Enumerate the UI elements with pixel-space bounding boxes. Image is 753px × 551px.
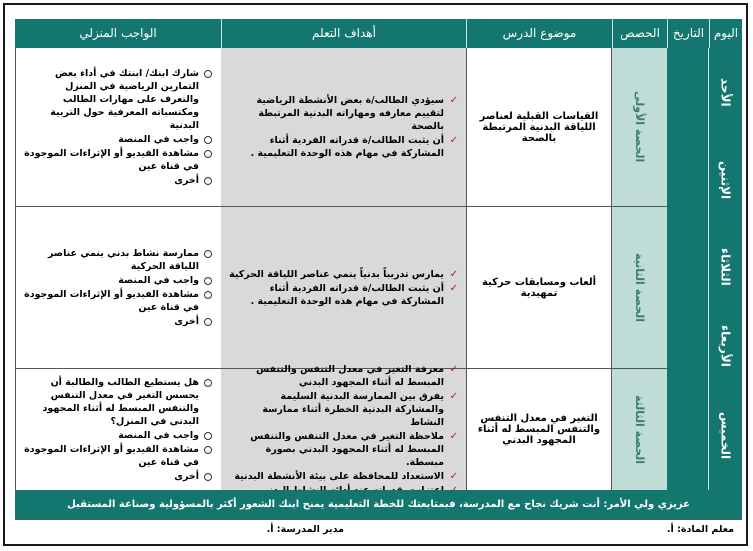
- homework-item: مشاهدة الفيديو أو الإثراءات الموجودة في قناة عين: [24, 147, 213, 173]
- homework-item: مشاهدة الفيديو أو الإثراءات الموجودة في قناة عين: [24, 288, 213, 314]
- goal-item: ✓ ملاحظة التغير في معدل التنفس والتنفس المبسط له أثناء المجهود البدني بصورة مبسطة.: [229, 430, 458, 469]
- parent-message: عزيزي ولي الأمر: أنت شريك نجاح مع المدرسة، فبمتابعتك للخطة التعليمية يمنح ابنك الشعور أكثر بالمسؤولية وصناعة المستقبل: [15, 490, 742, 519]
- header-session: الحصص: [612, 19, 667, 48]
- session-1-label: الحصة الأولى: [612, 48, 667, 207]
- homework-item: أخرى: [24, 470, 213, 483]
- session-1-homework: [15, 48, 221, 206]
- homework-item: شارك ابنك/ ابنتك في أداء بعض التمارين الرياضية في المنزل والتعرف على مهارات الطالب ومكتسباته المعرفية حول التربية البدنية: [24, 67, 213, 132]
- homework-item: واجب في المنصة: [24, 274, 213, 287]
- signature-row: [15, 519, 742, 542]
- homework-item: أخرى: [24, 315, 213, 328]
- session-2-homework: [15, 207, 221, 368]
- goal-item: ✓ أن يثبت الطالب/ة قدراته الفردية أثناء المشاركة في مهام هذه الوحدة التعليمية .: [229, 134, 458, 160]
- table-header: [15, 19, 742, 48]
- homework-item: مشاهدة الفيديو أو الإثراءات الموجودة في قناة عين: [24, 443, 213, 469]
- session-2-row: [15, 207, 612, 369]
- header-topic: موضوع الدرس: [466, 19, 612, 48]
- day-sunday: الأحد: [718, 77, 733, 107]
- header-goals: أهداف التعلم: [221, 19, 466, 48]
- goal-item: ✓ يفرق بين الممارسة البدنية السليمة والمشاركة البدنية الخطرة أثناء ممارسة النشاط: [229, 390, 458, 429]
- date-column: [667, 48, 709, 490]
- homework-item: هل يستطيع الطالب والطالبة أن يحسس التغير في معدل التنفس والتنفس المبسط له أثناء المجهود البدني في المنزل؟: [24, 376, 213, 428]
- session-3-homework: [15, 369, 221, 490]
- header-date: التاريخ: [667, 19, 709, 48]
- session-3-goals: [221, 363, 466, 490]
- teacher-signature: معلم المادة: أ.: [666, 524, 734, 535]
- session-3-label: الحصة الثالثة: [612, 369, 667, 490]
- header-day: اليوم: [709, 19, 742, 48]
- session-2-topic: ألعاب ومسابقات حركية تمهيدية: [466, 207, 612, 368]
- goal-item: ✓ يمارس تدريباً بدنياً ينمي عناصر اللياقة الحركية: [229, 268, 458, 281]
- principal-signature: مدير المدرسة: أ.: [266, 524, 344, 535]
- day-thursday: الخميس: [718, 412, 733, 460]
- session-2-label: الحصة الثانية: [612, 207, 667, 369]
- homework-item: واجب في المنصة: [24, 429, 213, 442]
- goal-item: ✓ معرفة التغير في معدل التنفس والتنفس المبسط له أثناء المجهود البدني: [229, 363, 458, 389]
- session-2-goals: [221, 207, 466, 368]
- goal-item: ✓ الاستعداد للمحافظة على بيئة الأنشطة البدنية: [229, 470, 458, 483]
- day-tuesday: الثلاثاء: [718, 248, 733, 286]
- day-monday: الإثنين: [718, 160, 733, 200]
- homework-item: أخرى: [24, 174, 213, 187]
- page-frame: [3, 3, 748, 546]
- goal-item: ✓ سيؤدي الطالب/ة بعض الأنشطة الرياضية لتقييم معارفه ومهاراته البدنية المرتبطة بالصحة: [229, 94, 458, 133]
- goal-item: ✓ أن يثبت الطالب/ة قدراته الفردية أثناء المشاركة في مهام هذه الوحدة التعليمية .: [229, 282, 458, 308]
- header-homework: الواجب المنزلي: [79, 26, 157, 40]
- session-1-row: [15, 48, 612, 207]
- session-3-topic: التغير في معدل التنفس والتنفس المبسط له أثناء المجهود البدني: [466, 369, 612, 490]
- homework-item: ممارسة نشاط بدني ينمي عناصر اللياقة الحركية: [24, 247, 213, 273]
- session-1-goals: [221, 48, 466, 206]
- day-column: [709, 48, 742, 490]
- session-1-topic: القياسات القبلية لعناصر اللياقة البدنية المرتبطة بالصحة: [466, 48, 612, 206]
- session-3-row: [15, 363, 612, 490]
- weekly-plan-table: [15, 19, 742, 541]
- day-wednesday: الأربعاء: [718, 325, 733, 367]
- homework-item: واجب في المنصة: [24, 133, 213, 146]
